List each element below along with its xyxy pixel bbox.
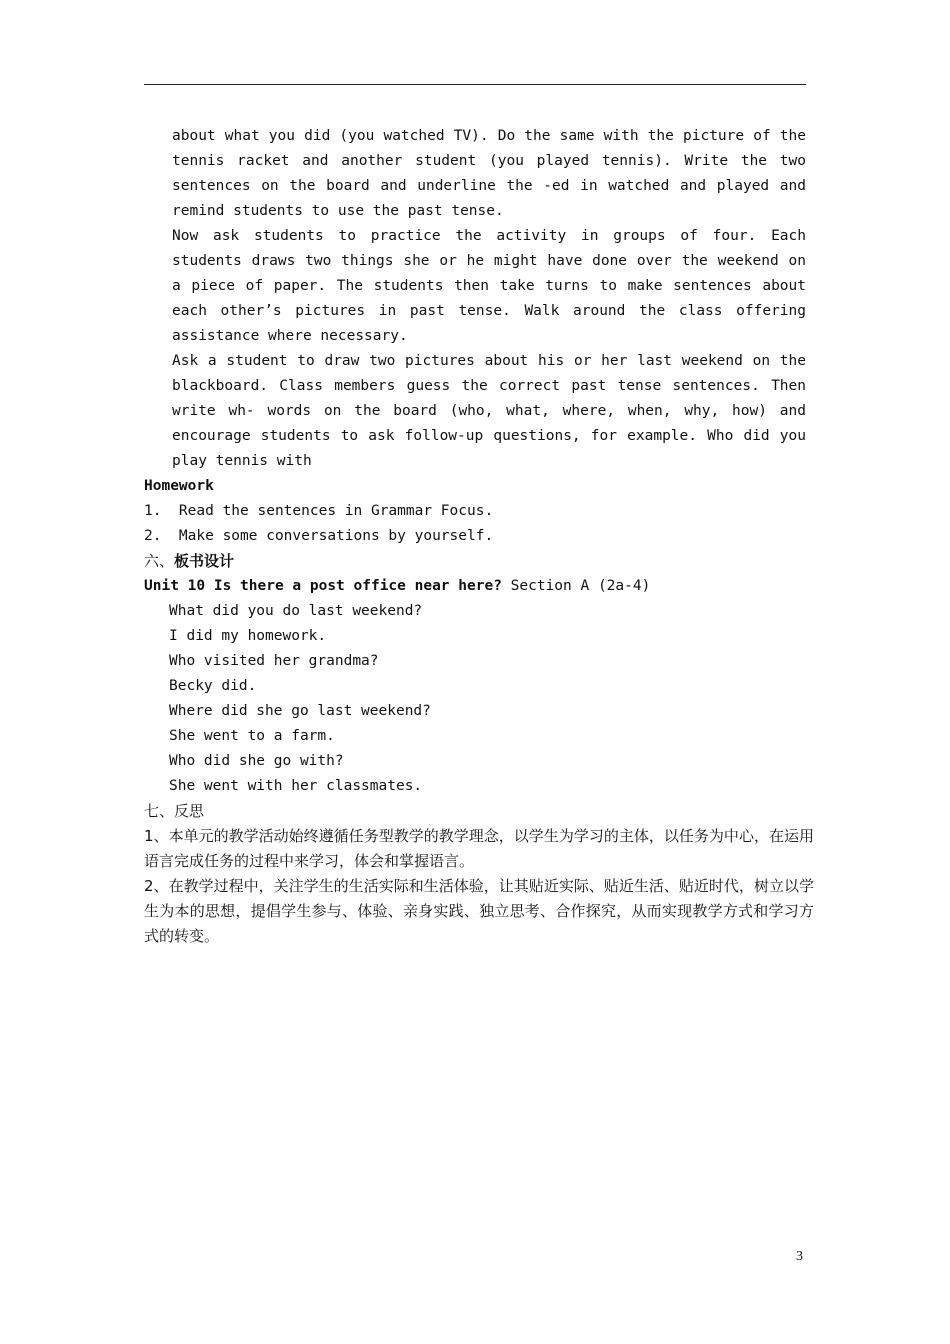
- board-line-5: Where did she go last weekend?: [169, 703, 431, 719]
- homework-heading: Homework: [144, 478, 214, 494]
- reflection-item-1: 1、本单元的教学活动始终遵循任务型教学的教学理念，以学生为学习的主体，以任务为中心，在运用语言完成任务的过程中来学习，体会和掌握语言。: [144, 827, 814, 870]
- activity-paragraph-3: Ask a student to draw two pictures about his or her last weekend on the blackboard. Class members guess the correct past tense sentences. Then write wh- words on the board (who, what, where, when, why, how) and encourage students to ask follow-up questions, for example. Who did you play tennis with: [172, 353, 806, 469]
- page-number: 3: [796, 1249, 803, 1264]
- page-content: [144, 124, 814, 949]
- unit-title-bold: Unit 10 Is there a post office near here?: [144, 578, 502, 594]
- board-design-heading-text: 板书设计: [174, 552, 235, 570]
- activity-paragraph-2: Now ask students to practice the activity in groups of four. Each students draws two things she or he might have done over the weekend on a piece of paper. The students then take turns to make sentences about each other’s pictures in past tense. Walk around the class offering assistance where necessary.: [172, 228, 806, 344]
- board-design-heading-number: 六、: [144, 552, 175, 570]
- board-line-1: What did you do last weekend?: [169, 603, 423, 619]
- homework-item-1: 1. Read the sentences in Grammar Focus.: [144, 503, 494, 519]
- board-line-2: I did my homework.: [169, 628, 327, 644]
- homework-item-2: 2. Make some conversations by yourself.: [144, 528, 494, 544]
- board-line-3: Who visited her grandma?: [169, 653, 379, 669]
- board-line-7: Who did she go with?: [169, 753, 344, 769]
- header-rule: [144, 84, 806, 85]
- unit-title: [144, 574, 806, 599]
- reflection-item-2: 2、在教学过程中，关注学生的生活实际和生活体验，让其贴近实际、贴近生活、贴近时代，树立以学生为本的思想，提倡学生参与、体验、亲身实践、独立思考、合作探究，从而实现教学方式和学习方式的转变。: [144, 877, 814, 945]
- board-line-6: She went to a farm.: [169, 728, 335, 744]
- board-line-8: She went with her classmates.: [169, 778, 423, 794]
- activity-paragraph-1: about what you did (you watched TV). Do the same with the picture of the tennis racket and another student (you played tennis). Write the two sentences on the board and underline the -ed in watched and played and remind students to use the past tense.: [172, 128, 806, 219]
- reflection-heading: 七、反思: [144, 802, 205, 820]
- board-design-heading: [144, 549, 806, 574]
- unit-title-section: Section A (2a-4): [501, 578, 651, 594]
- board-line-4: Becky did.: [169, 678, 257, 694]
